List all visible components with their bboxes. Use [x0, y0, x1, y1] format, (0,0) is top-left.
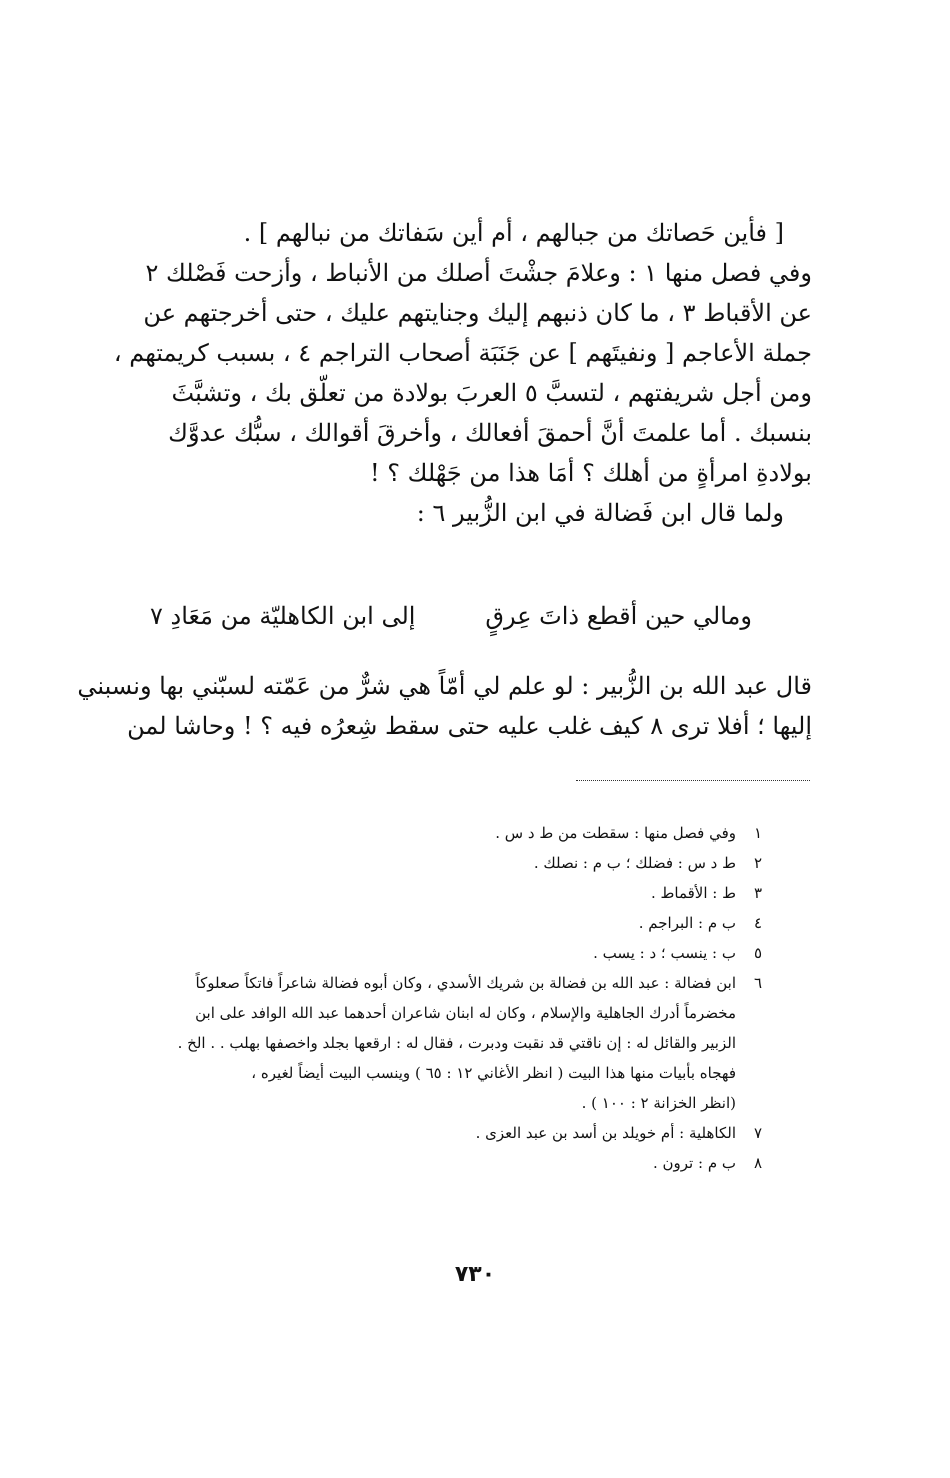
footnote-text: الكاهلية : أم خويلد بن أسد بن عبد العزى . — [475, 1124, 736, 1142]
footnote-text: فهجاه بأبيات منها هذا البيت ( انظر الأغاني ١٢ : ٦٥ ) وينسب البيت أيضاً لغيره ، — [251, 1064, 736, 1082]
footnote-text: ب : ينسب ؛ د : يسب . — [593, 944, 736, 962]
footnote-text: ابن فضالة : عبد الله بن فضالة بن شريك الأسدي ، وكان أبوه فضالة شاعراً فاتكاً صعلوكاً — [195, 974, 736, 992]
footnote-text: ط د س : فضلك ؛ ب م : نصلك . — [533, 854, 736, 872]
text-line: إليها ؛ أفلا ترى ٨ كيف غلب عليه حتى سقط شِعرُه فيه ؟ ! وحاشا لمن — [127, 712, 812, 740]
text-line: قال عبد الله بن الزُّبير : لو علم لي أمّاً هي شرٌّ من عَمّته لسبّني بها ونسبني — [77, 672, 812, 700]
footnote-number: ٥ — [753, 944, 762, 962]
continuation-paragraph — [77, 666, 812, 746]
footnote-item — [100, 1148, 762, 1178]
footnote-continuation — [100, 1028, 762, 1058]
text-line: وفي فصل منها ١ : وعلامَ جشْتَ أصلك من الأنباط ، وأزحت فَصْلك ٢ — [145, 259, 812, 287]
footnote-item — [100, 878, 762, 908]
footnote-text: ط : الأقماط . — [650, 884, 736, 902]
text-line: بولادةِ امرأةٍ من أهلك ؟ أمَا هذا من جَهْلك ؟ ! — [369, 459, 812, 487]
footnote-number: ٢ — [753, 854, 762, 872]
text-line: عن الأقباط ٣ ، ما كان ذنبهم إليك وجنايتهم عليك ، حتى أخرجتهم عن — [143, 299, 812, 327]
footnote-text: ب م : البراجم . — [638, 914, 736, 932]
main-paragraph — [100, 213, 812, 533]
text-line: [ فأين حَصاتك من جبالهم ، أم أين سَفاتك من نبالهم ] . — [243, 219, 784, 247]
text-line: بنسبك . أما علمتَ أنَّ أحمقَ أفعالك ، وأخرقَ أقوالك ، سبُّك عدوَّك — [168, 419, 812, 447]
footnote-number: ٨ — [753, 1154, 762, 1172]
footnote-item — [100, 968, 762, 998]
footnote-item — [100, 938, 762, 968]
footnote-continuation — [100, 1088, 762, 1118]
verse-second-hemistich: إلى ابن الكاهليّة من مَعَادِ ٧ — [150, 602, 416, 630]
footnote-text: وفي فصل منها : سقطت من ط د س . — [495, 824, 736, 842]
footnote-number: ٦ — [753, 974, 762, 992]
footnote-item — [100, 1118, 762, 1148]
footnote-continuation — [100, 1058, 762, 1088]
footnote-text: مخضرماً أدرك الجاهلية والإسلام ، وكان له ابنان شاعران أحدهما عبد الله الوافد على ابن — [195, 1004, 736, 1022]
verse-first-hemistich: ومالي حين أقطع ذاتَ عِرقٍ — [485, 602, 752, 630]
footnote-number: ٣ — [753, 884, 762, 902]
text-line: ومن أجل شريفتهم ، لتسبَّ ٥ العربَ بولادة من تعلّق بك ، وتشبَّثَ — [171, 379, 812, 407]
footnote-text: ب م : ترون . — [652, 1154, 736, 1172]
text-line: ولما قال ابن فَضالة في ابن الزُّبير ٦ : — [416, 499, 784, 527]
footnote-number: ٧ — [753, 1124, 762, 1142]
footnote-item — [100, 818, 762, 848]
footnote-text: الزبير والقائل له : إن ناقتي قد نقبت ودبرت ، فقال له : ارقعها بجلد واخصفها بهلب . . الخ . — [177, 1034, 736, 1052]
footnote-item — [100, 908, 762, 938]
poem-verse — [100, 596, 812, 636]
footnote-continuation — [100, 998, 762, 1028]
footnotes — [100, 818, 762, 1178]
text-line: جملة الأعاجم [ ونفيتَهم ] عن جَنَبَة أصحاب التراجم ٤ ، بسبب كريمتهم ، — [113, 339, 812, 367]
footnote-separator — [576, 780, 810, 781]
footnote-number: ١ — [753, 824, 762, 842]
footnote-text: (انظر الخزانة ٢ : ١٠٠ ) . — [581, 1094, 736, 1112]
page-number: ٧٣٠ — [454, 1262, 496, 1287]
footnote-item — [100, 848, 762, 878]
footnote-number: ٤ — [753, 914, 762, 932]
